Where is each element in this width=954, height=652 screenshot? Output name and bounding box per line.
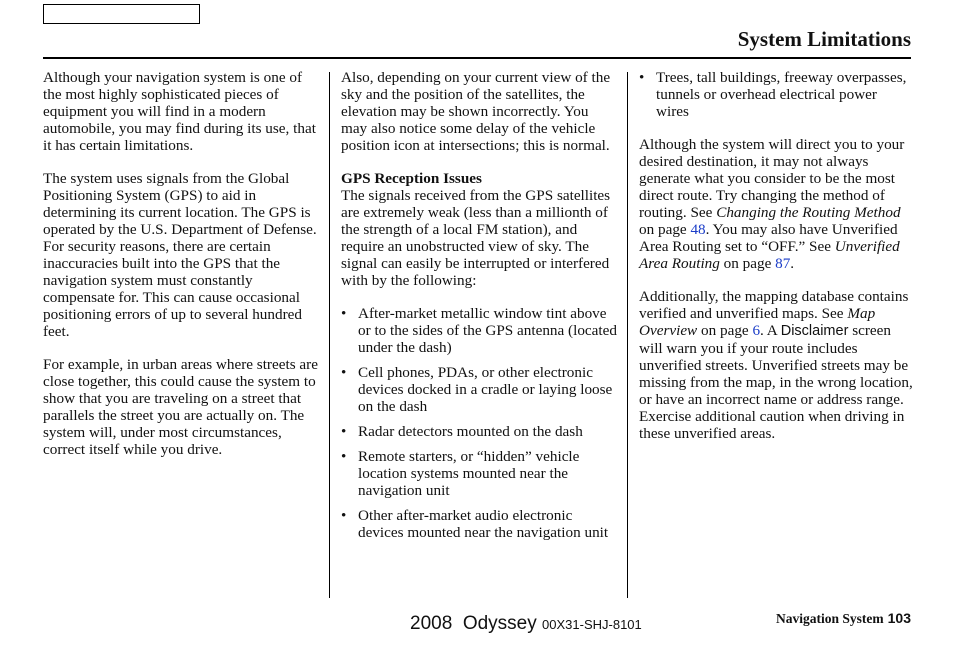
column-divider (627, 72, 628, 598)
list-item: • Other after-market audio electronic devices mounted near the navigation unit (341, 507, 609, 541)
page-link-6[interactable]: 6 (752, 322, 761, 339)
list-item: • Radar detectors mounted on the dash (341, 423, 583, 440)
cross-reference: Unverified Area Routing (639, 238, 900, 272)
section-heading: GPS Reception Issues (341, 170, 482, 187)
paragraph: For example, in urban areas where streets are close together, this could cause the system to show that you are traveling on a street that parallels the street you are actually on. The system will, under most circumstances, correct itself while you drive. (43, 356, 318, 458)
footer-section: Navigation System 103 (776, 610, 911, 626)
paragraph: Also, depending on your current view of the sky and the position of the satellites, the elevation may be shown incorrectly. You may also notice some delay of the vehicle position icon at intersections; this is normal. (341, 69, 611, 154)
bullet-icon: • (341, 364, 347, 381)
paragraph: The system uses signals from the Global Positioning System (GPS) to aid in determining its current location. The GPS is operated by the U.S. Department of Defense. For security reasons, there are certain inaccuracies built into the GPS that the navigation system must constantly compensate for. This can cause occasional positioning errors of up to several hundred feet. (43, 170, 317, 340)
header-tab-box (43, 4, 200, 24)
footer-model: 2008 Odyssey 00X31-SHJ-8101 (410, 613, 642, 634)
page-link-48[interactable]: 48 (690, 221, 706, 238)
bullet-icon: • (341, 423, 347, 440)
bullet-list (341, 305, 617, 541)
paragraph: Additionally, the mapping database contains verified and unverified maps. See Map Overview on page 6. A Disclaimer screen will warn you if your route includes unverified streets. Unverified streets may be missing from the map, in the wrong location, or have an incorrect name or address range. Exercise additional caution when driving in these unverified areas. (639, 288, 913, 442)
footer-code: 00X31-SHJ-8101 (542, 617, 642, 632)
page-title: System Limitations (737, 27, 911, 51)
bullet-icon: • (639, 69, 645, 86)
list-item: • Trees, tall buildings, freeway overpasses, tunnels or overhead electrical power wires (639, 69, 907, 120)
list-item: • After-market metallic window tint above or to the sides of the GPS antenna (located under the dash) (341, 305, 617, 356)
bullet-icon: • (341, 305, 347, 322)
column-1 (43, 69, 319, 474)
cross-reference: Changing the Routing Method (716, 204, 901, 221)
list-item: • Cell phones, PDAs, or other electronic devices docked in a cradle or laying loose on the dash (341, 364, 613, 415)
header-rule (43, 57, 911, 59)
paragraph: Although the system will direct you to your desired destination, it may not always generate what you consider to be the most direct route. Try changing the method of routing. See Changing the Routing Method on page 48. You may also have Unverified Area Routing set to “OFF.” See Unverified Area Routing on page 87. (639, 136, 905, 272)
ui-term: Disclaimer (780, 323, 849, 339)
column-divider (329, 72, 330, 598)
bullet-icon: • (341, 507, 347, 524)
bullet-icon: • (341, 448, 347, 465)
bullet-list (639, 69, 913, 120)
paragraph: The signals received from the GPS satellites are extremely weak (less than a millionth of the strength of a local FM station), and require an unobstructed view of sky. The signal can easily be interrupted or interfered with by the following: (341, 187, 611, 289)
page-number: 103 (887, 610, 911, 626)
list-item: • Remote starters, or “hidden” vehicle location systems mounted near the navigation unit (341, 448, 580, 499)
cross-reference: Map Overview (639, 305, 876, 339)
column-3 (639, 69, 913, 458)
page-link-87[interactable]: 87 (775, 255, 791, 272)
column-2 (341, 69, 617, 549)
paragraph: Although your navigation system is one of the most highly sophisticated pieces of equipment you will find in a modern automobile, you may find during its use, that it has certain limitations. (43, 69, 316, 154)
